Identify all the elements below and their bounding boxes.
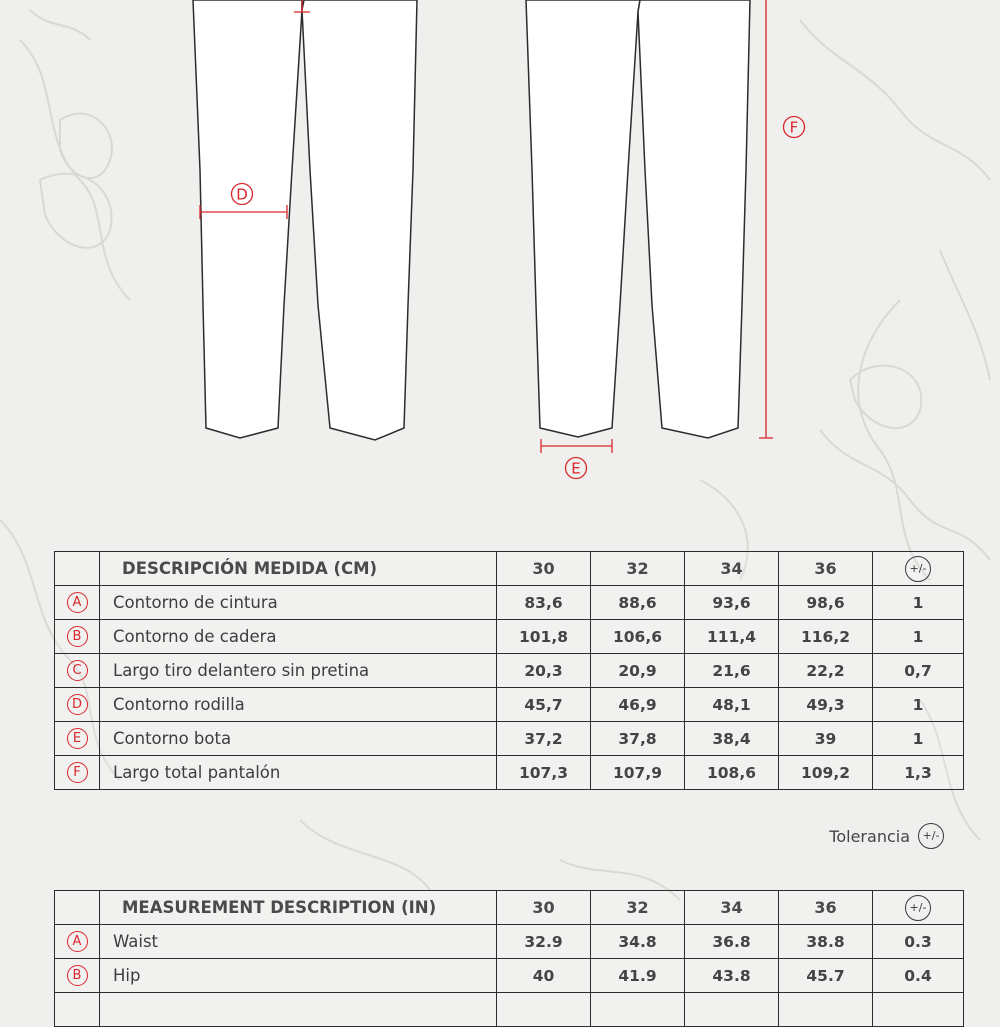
row-description: Contorno rodilla <box>100 688 497 722</box>
row-value: 48,1 <box>685 688 779 722</box>
row-value: 38.8 <box>779 925 873 959</box>
row-marker: E <box>67 728 88 749</box>
row-description: Waist <box>100 925 497 959</box>
row-value: 83,6 <box>497 586 591 620</box>
dimension-e-label: E <box>571 459 581 478</box>
row-tolerance: 0,7 <box>873 654 964 688</box>
row-value: 21,6 <box>685 654 779 688</box>
table-row <box>55 654 964 688</box>
table-row <box>55 586 964 620</box>
row-marker: C <box>67 660 88 681</box>
row-value: 49,3 <box>779 688 873 722</box>
row-description: Contorno de cintura <box>100 586 497 620</box>
row-value: 109,2 <box>779 756 873 790</box>
row-tolerance: 1 <box>873 620 964 654</box>
row-value: 98,6 <box>779 586 873 620</box>
size-header: 36 <box>779 552 873 586</box>
pants-front-view <box>193 0 417 440</box>
row-marker: A <box>67 931 88 952</box>
row-value: 37,2 <box>497 722 591 756</box>
row-value: 39 <box>779 722 873 756</box>
row-tolerance: 1 <box>873 586 964 620</box>
table-row <box>55 722 964 756</box>
row-value: 111,4 <box>685 620 779 654</box>
row-description: Largo tiro delantero sin pretina <box>100 654 497 688</box>
dimension-d-label: D <box>236 185 248 204</box>
size-header: 32 <box>591 891 685 925</box>
row-value: 38,4 <box>685 722 779 756</box>
row-value: 46,9 <box>591 688 685 722</box>
dimension-f-label: F <box>789 118 799 137</box>
row-marker: A <box>67 592 88 613</box>
row-tolerance: 1 <box>873 722 964 756</box>
table-title: MEASUREMENT DESCRIPTION (IN) <box>100 891 497 925</box>
table-row <box>55 756 964 790</box>
measurement-table-in <box>54 890 964 1027</box>
table-row <box>55 959 964 993</box>
row-value: 20,3 <box>497 654 591 688</box>
row-description: Contorno de cadera <box>100 620 497 654</box>
row-value: 36.8 <box>685 925 779 959</box>
row-tolerance: 1 <box>873 688 964 722</box>
row-value: 107,9 <box>591 756 685 790</box>
row-value: 45.7 <box>779 959 873 993</box>
size-header: 30 <box>497 891 591 925</box>
row-value: 43.8 <box>685 959 779 993</box>
row-value: 116,2 <box>779 620 873 654</box>
row-value: 20,9 <box>591 654 685 688</box>
row-value: 40 <box>497 959 591 993</box>
row-value: 107,3 <box>497 756 591 790</box>
tolerance-icon: +/- <box>918 823 944 849</box>
row-tolerance: 0.3 <box>873 925 964 959</box>
row-tolerance: 1,3 <box>873 756 964 790</box>
row-value: 88,6 <box>591 586 685 620</box>
pants-back-view <box>526 0 750 438</box>
table-row <box>55 620 964 654</box>
row-marker: B <box>67 965 88 986</box>
row-value: 108,6 <box>685 756 779 790</box>
tolerance-icon: +/- <box>905 895 931 921</box>
row-value: 106,6 <box>591 620 685 654</box>
row-marker: F <box>67 762 88 783</box>
row-value: 41.9 <box>591 959 685 993</box>
table-row <box>55 925 964 959</box>
measurement-table-cm <box>54 551 964 790</box>
row-description: Hip <box>100 959 497 993</box>
row-description: Largo total pantalón <box>100 756 497 790</box>
size-header: 34 <box>685 552 779 586</box>
size-header: 32 <box>591 552 685 586</box>
size-header: 34 <box>685 891 779 925</box>
table-header-row <box>55 552 964 586</box>
tolerance-label: Tolerancia <box>829 826 910 846</box>
tolerance-legend <box>829 822 944 850</box>
size-header: 30 <box>497 552 591 586</box>
row-tolerance: 0.4 <box>873 959 964 993</box>
table-title: DESCRIPCIÓN MEDIDA (CM) <box>100 552 497 586</box>
table-row <box>55 688 964 722</box>
row-value: 101,8 <box>497 620 591 654</box>
row-value: 45,7 <box>497 688 591 722</box>
dimension-f <box>759 0 805 438</box>
row-value: 93,6 <box>685 586 779 620</box>
row-value: 22,2 <box>779 654 873 688</box>
table-row <box>55 993 964 1027</box>
row-value: 37,8 <box>591 722 685 756</box>
row-marker: D <box>67 694 88 715</box>
tolerance-icon: +/- <box>905 556 931 582</box>
row-value: 32.9 <box>497 925 591 959</box>
row-description <box>100 993 497 1027</box>
size-header: 36 <box>779 891 873 925</box>
table-header-row <box>55 891 964 925</box>
row-value: 34.8 <box>591 925 685 959</box>
row-marker: B <box>67 626 88 647</box>
pants-measurement-diagram <box>0 0 1000 500</box>
row-description: Contorno bota <box>100 722 497 756</box>
